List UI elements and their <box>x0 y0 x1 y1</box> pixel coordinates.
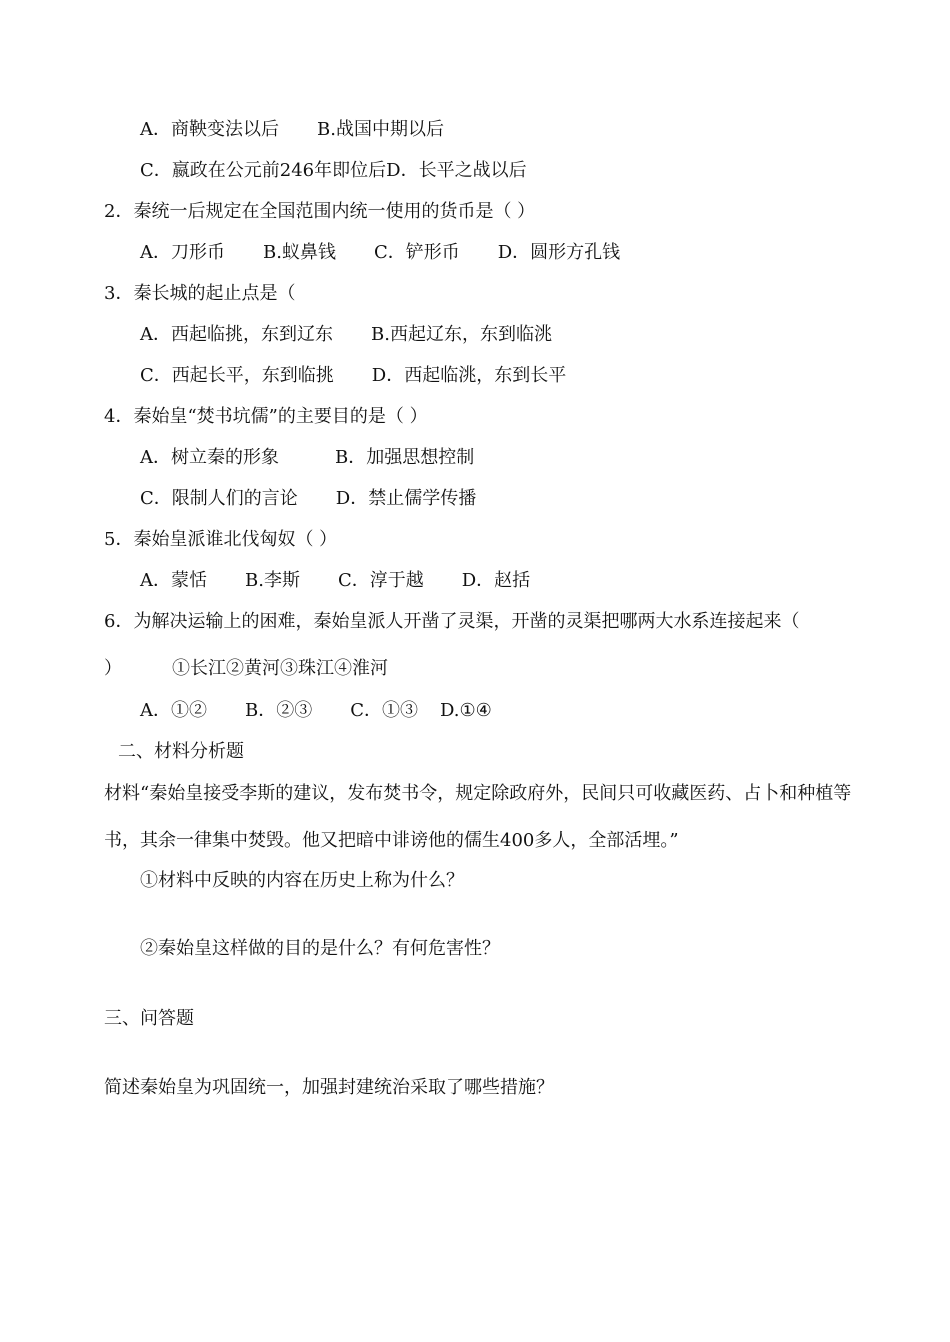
q4-option-b: B．加强思想控制 <box>335 447 475 468</box>
q2-option-c: C．铲形币 <box>373 242 460 263</box>
q3-option-c: C．西起长平，东到临挑 <box>140 365 334 386</box>
q6-option-d: D.①④ <box>440 700 492 721</box>
q6-stem-close-paren: ） <box>104 658 122 679</box>
q1-options-row1 <box>140 119 444 142</box>
q4-stem: 4．秦始皇“焚书坑儒”的主要目的是（ ） <box>104 406 428 427</box>
section2-question-2: ②秦始皇这样做的目的是什么？有何危害性？ <box>140 938 500 959</box>
q1-option-d: D．长平之战以后 <box>386 160 527 181</box>
section3-heading: 三、问答题 <box>104 1008 194 1029</box>
section2-heading: 二、材料分析题 <box>118 741 244 762</box>
q3-stem: 3．秦长城的起止点是（ <box>104 283 296 304</box>
q3-options-row1 <box>140 324 552 347</box>
q6-option-a: A．①② <box>140 700 207 721</box>
q5-option-c: C．淳于越 <box>337 570 424 591</box>
q5-option-d: D．赵括 <box>461 570 531 591</box>
q5-option-a: A．蒙恬 <box>140 570 207 591</box>
q6-options <box>140 700 492 723</box>
q1-option-a: A．商鞅变法以后 <box>140 119 279 140</box>
q5-option-b: B.李斯 <box>245 570 300 591</box>
q6-stem-line1: 6．为解决运输上的困难，秦始皇派人开凿了灵渠，开凿的灵渠把哪两大水系连接起来（ <box>104 611 800 632</box>
q3-option-a: A．西起临挑，东到辽东 <box>140 324 333 345</box>
q6-option-c: C．①③ <box>350 700 419 721</box>
section3-question: 简述秦始皇为巩固统一，加强封建统治采取了哪些措施？ <box>104 1077 554 1098</box>
section2-material: 材料“秦始皇接受李斯的建议，发布焚书令，规定除政府外，民间只可收藏医药、占卜和种植等书，其余一律集中焚毁。他又把暗中诽谤他的儒生400多人，全部活埋。” <box>104 783 852 851</box>
q2-option-d: D．圆形方孔钱 <box>497 242 621 263</box>
q2-stem: 2．秦统一后规定在全国范围内统一使用的货币是（ ） <box>104 201 536 222</box>
q2-option-b: B.蚁鼻钱 <box>263 242 336 263</box>
q2-options <box>140 242 620 265</box>
q4-option-d: D．禁止儒学传播 <box>335 488 477 509</box>
q1-option-b: B.战国中期以后 <box>317 119 444 140</box>
q3-option-d: D．西起临洮，东到长平 <box>371 365 567 386</box>
q1-option-c: C．嬴政在公元前246年即位后 <box>140 160 387 181</box>
q4-options-row2 <box>140 488 476 511</box>
q4-options-row1 <box>140 447 474 470</box>
q1-options-row2 <box>140 160 527 183</box>
q6-stem-items: ①长江②黄河③珠江④淮河 <box>172 658 388 679</box>
q4-option-a: A．树立秦的形象 <box>140 447 279 468</box>
q4-option-c: C．限制人们的言论 <box>140 488 298 509</box>
q2-option-a: A．刀形币 <box>140 242 225 263</box>
q6-stem-line2 <box>104 658 388 681</box>
section2-question-1: ①材料中反映的内容在历史上称为什么？ <box>140 870 464 891</box>
q6-option-b: B．②③ <box>245 700 313 721</box>
q5-options <box>140 570 530 593</box>
q5-stem: 5．秦始皇派谁北伐匈奴（ ） <box>104 529 338 550</box>
q3-options-row2 <box>140 365 566 388</box>
q3-option-b: B.西起辽东，东到临洮 <box>371 324 552 345</box>
